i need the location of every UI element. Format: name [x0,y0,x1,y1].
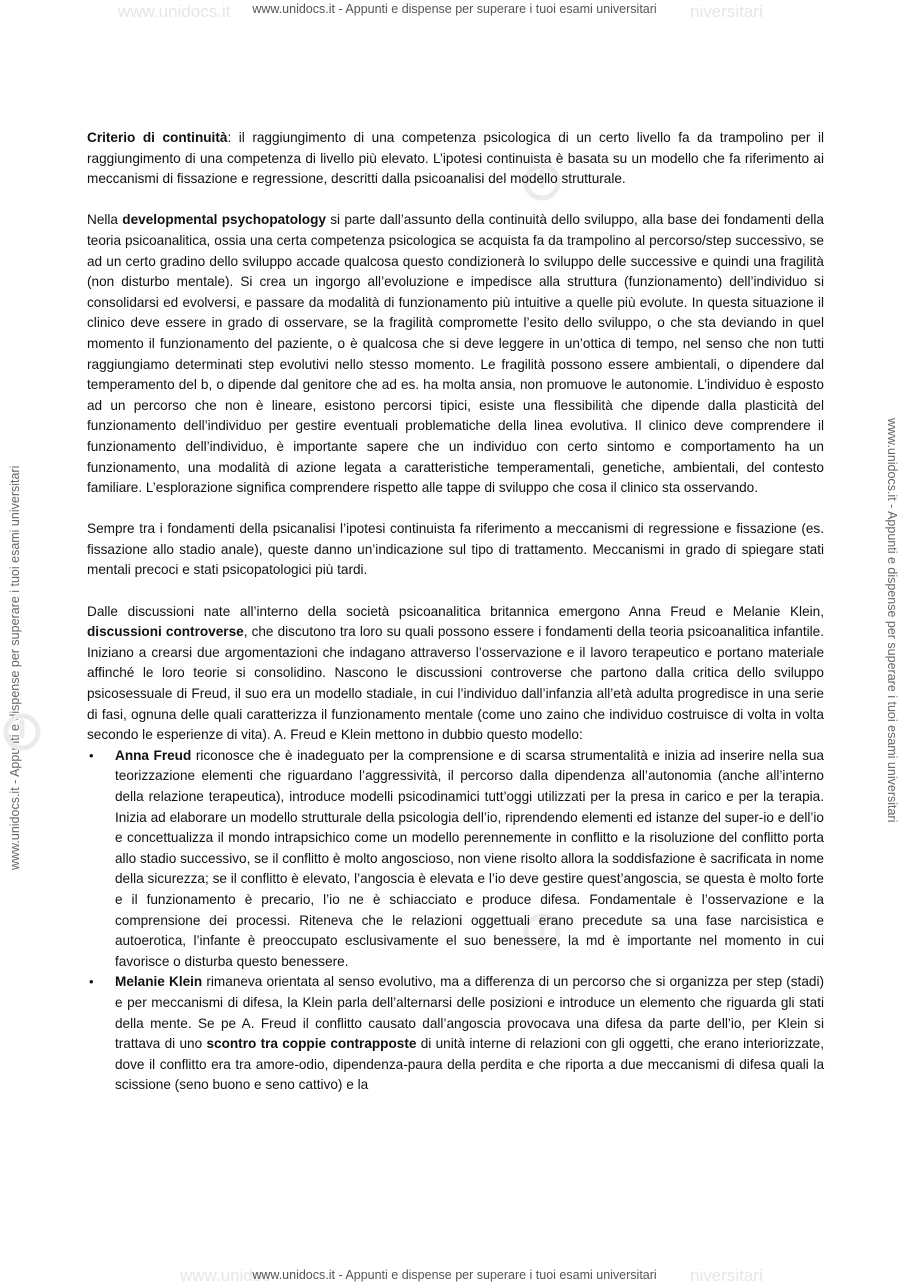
bullet-marker: • [89,974,94,990]
unidocs-logo-icon [0,710,44,754]
paragraph-text: Dalle discussioni nate all’interno della società psicoanalitica britannica emergono Anna Freud e Melanie Klein, [87,603,824,619]
paragraph-developmental [87,210,824,498]
list-item-text: riconosce che è inadeguato per la comprensione e di scarsa strumentalità e inizia ad inserire nella sua teorizzazione elementi che riguardano l’aggressività, il percorso dalla dipendenza all’autonomia (anche all’interno della relazione terapeutica), introduce modelli psicodinamici tutt’oggi utilizzati per la presa in carico e per la terapia. Inizia ad elaborare un modello strutturale della psicologia dell’io, riprendendo elementi ed istanze del super-io e dell’io e concettualizza il mondo intrapsichico come un modello perennemente in conflitto e la risoluzione del conflitto porta allo stadio successivo, se il conflitto è molto angoscioso, non viene risolto allora la soddisfazione è sacrificata in nome della sicurezza; se il conflitto è elevato, l’angoscia è elevata e l’io deve gestire quest’angoscia, se questa è molto forte e il funzionamento è precario, l’io ne è schiacciato e produce difesa. Fondamentale è l’osservazione e la comprensione dei processi. Riteneva che le relazioni oggettuali erano precedute sa una fase narcisistica e autoerotica, l’infante è preoccupato esclusivamente el suo benessere, la md è importante nel momento in cui favorisce o disturba questo benessere. [115,747,824,969]
paragraph-text: : il raggiungimento di una competenza psicologica di un certo livello fa da trampolino per il raggiungimento di una competenza di livello più elevato. L’ipotesi continuista è basata su un modello che fa riferimento ai meccanismi di fissazione e regressione, descritti dalla psicoanalisi del modello strutturale. [87,130,825,187]
footer-watermark: www.unidocs.it - Appunti e dispense per superare i tuoi esami universitari [252,1268,657,1282]
list-item [87,972,824,1096]
footer-watermark-ghost: niversitari [690,1266,763,1285]
left-side-watermark: www.unidocs.it - Appunti e dispense per superare i tuoi esami universitari [8,465,22,870]
paragraph-controversies [87,602,824,746]
paragraph-text: , che discutono tra loro su quali possono essere i fondamenti della teoria psicoanalitica infantile. Iniziano a crearsi due argomentazioni che indagano attraverso l’osservazione e il lavoro terapeutico e portano materiale affinché le loro teorie si consolidino. Nascono le discussioni controverse che partono dalla critica dello sviluppo psicosessuale di Freud, il suo era un modello stadiale, in cui l’individuo dall’infanzia all’età adulta progredisce in una serie di fasi, ognuna delle quali caratterizza il funzionamento mentale (come uno zaino che individuo costruisce di volta in volta secondo le esperienze di vita). A. Freud e Klein mettono in dubbio questo modello: [87,624,824,743]
term-developmental: developmental psychopatology [122,212,326,228]
header-watermark: www.unidocs.it - Appunti e dispense per superare i tuoi esami universitari [252,2,657,16]
right-side-watermark: www.unidocs.it - Appunti e dispense per superare i tuoi esami universitari [885,418,899,823]
bullet-marker: • [89,747,94,763]
term-anna-freud: Anna Freud [115,747,192,763]
term-melanie-klein: Melanie Klein [115,974,203,990]
term-discussioni: discussioni controverse [87,624,244,640]
paragraph-continuity [87,128,824,190]
list-item-text: rimaneva orientata al senso evolutivo, ma a differenza di un percorso che si organizza per step (stadi) e per meccanismi di difesa, la Klein parla dell’alternarsi delle posizioni e introduce un elemento che riguarda gli stati della mente. Se pe A. Freud il conflitto causato dall’angoscia provocava una difesa da parte dell’io, per Klein si trattava di uno [115,974,825,1052]
paragraph-text: si parte dall’assunto della continuità dello sviluppo, alla base dei fondamenti della teoria psicoanalitica, ossia una certa competenza psicologica se acquista fa da trampolino al percorso/step successivo, se ad un certo gradino dello sviluppo accade qualcosa questo condizionerà lo sviluppo delle successive e quindi una fragilità (non disturbo mentale). Si crea un ingorgo all’evoluzione e impedisce alla struttura (funzionamento) dell’individuo si consolidarsi ed evolversi, e passare da modalità di funzionamento più intuitive a quelle più evolute. In questa situazione il clinico deve essere in grado di osservare, se la fragilità compromette l’esito dello sviluppo, o che sta deviando in quel momento il funzionamento del paziente, o è qualcosa che si deve leggere in un’ottica di tempo, nel senso che non tutti raggiungiamo determinati step evolutivi nello stesso momento. Le fragilità possono essere ambientali, o dipendere dal temperamento del b, o dipende dal genitore che ad es. ha molta ansia, non promuove le autonomie. L’individuo è esposto ad un percorso che non è lineare, esistono percorsi tipici, esiste una flessibilità che dipende dalla plasticità del funzionamento dell’individuo per gestire eventuali problematiche della linea evolutiva. Il clinico deve comprendere il funzionamento dell’individuo, è importante sapere che un individuo con certo sintomo e comportamento ha un funzionamento, una modalità di azione legata a caratteristiche temperamentali, genetiche, ambientali, del contesto familiare. L’esplorazione significa comprendere rispetto alle tappe di sviluppo che cosa il clinico sta osservando. [87,212,824,496]
paragraph-text: Nella [87,212,123,228]
list-item [87,746,824,973]
header-watermark-ghost: www.unidocs.it [118,2,231,21]
paragraph-foundations [87,519,824,581]
header-watermark-ghost: niversitari [690,2,763,21]
document-body [87,128,824,1096]
footer-watermark-ghost: www.unidoc [180,1266,271,1285]
term-criterio: Criterio di continuità [87,130,228,145]
bullet-list [87,746,824,1096]
list-item-text: di unità interne di relazioni con gli oggetti, che erano interiorizzate, dove il conflitto era tra amore-odio, dipendenza-paura della perdita e che riporta a due meccanismi di difesa quali la scissione (seno buono e seno cattivo) e la [115,1036,824,1093]
term-scontro: scontro tra coppie contrapposte [206,1036,417,1052]
paragraph-text: Sempre tra i fondamenti della psicanalisi l’ipotesi continuista fa riferimento a meccanismi di regressione e fissazione (es. fissazione allo stadio anale), queste danno un’indicazione sul tipo di trattamento. Meccanismi in grado di spiegare stati mentali precoci e stati psicopatologici più tardi. [87,521,824,578]
